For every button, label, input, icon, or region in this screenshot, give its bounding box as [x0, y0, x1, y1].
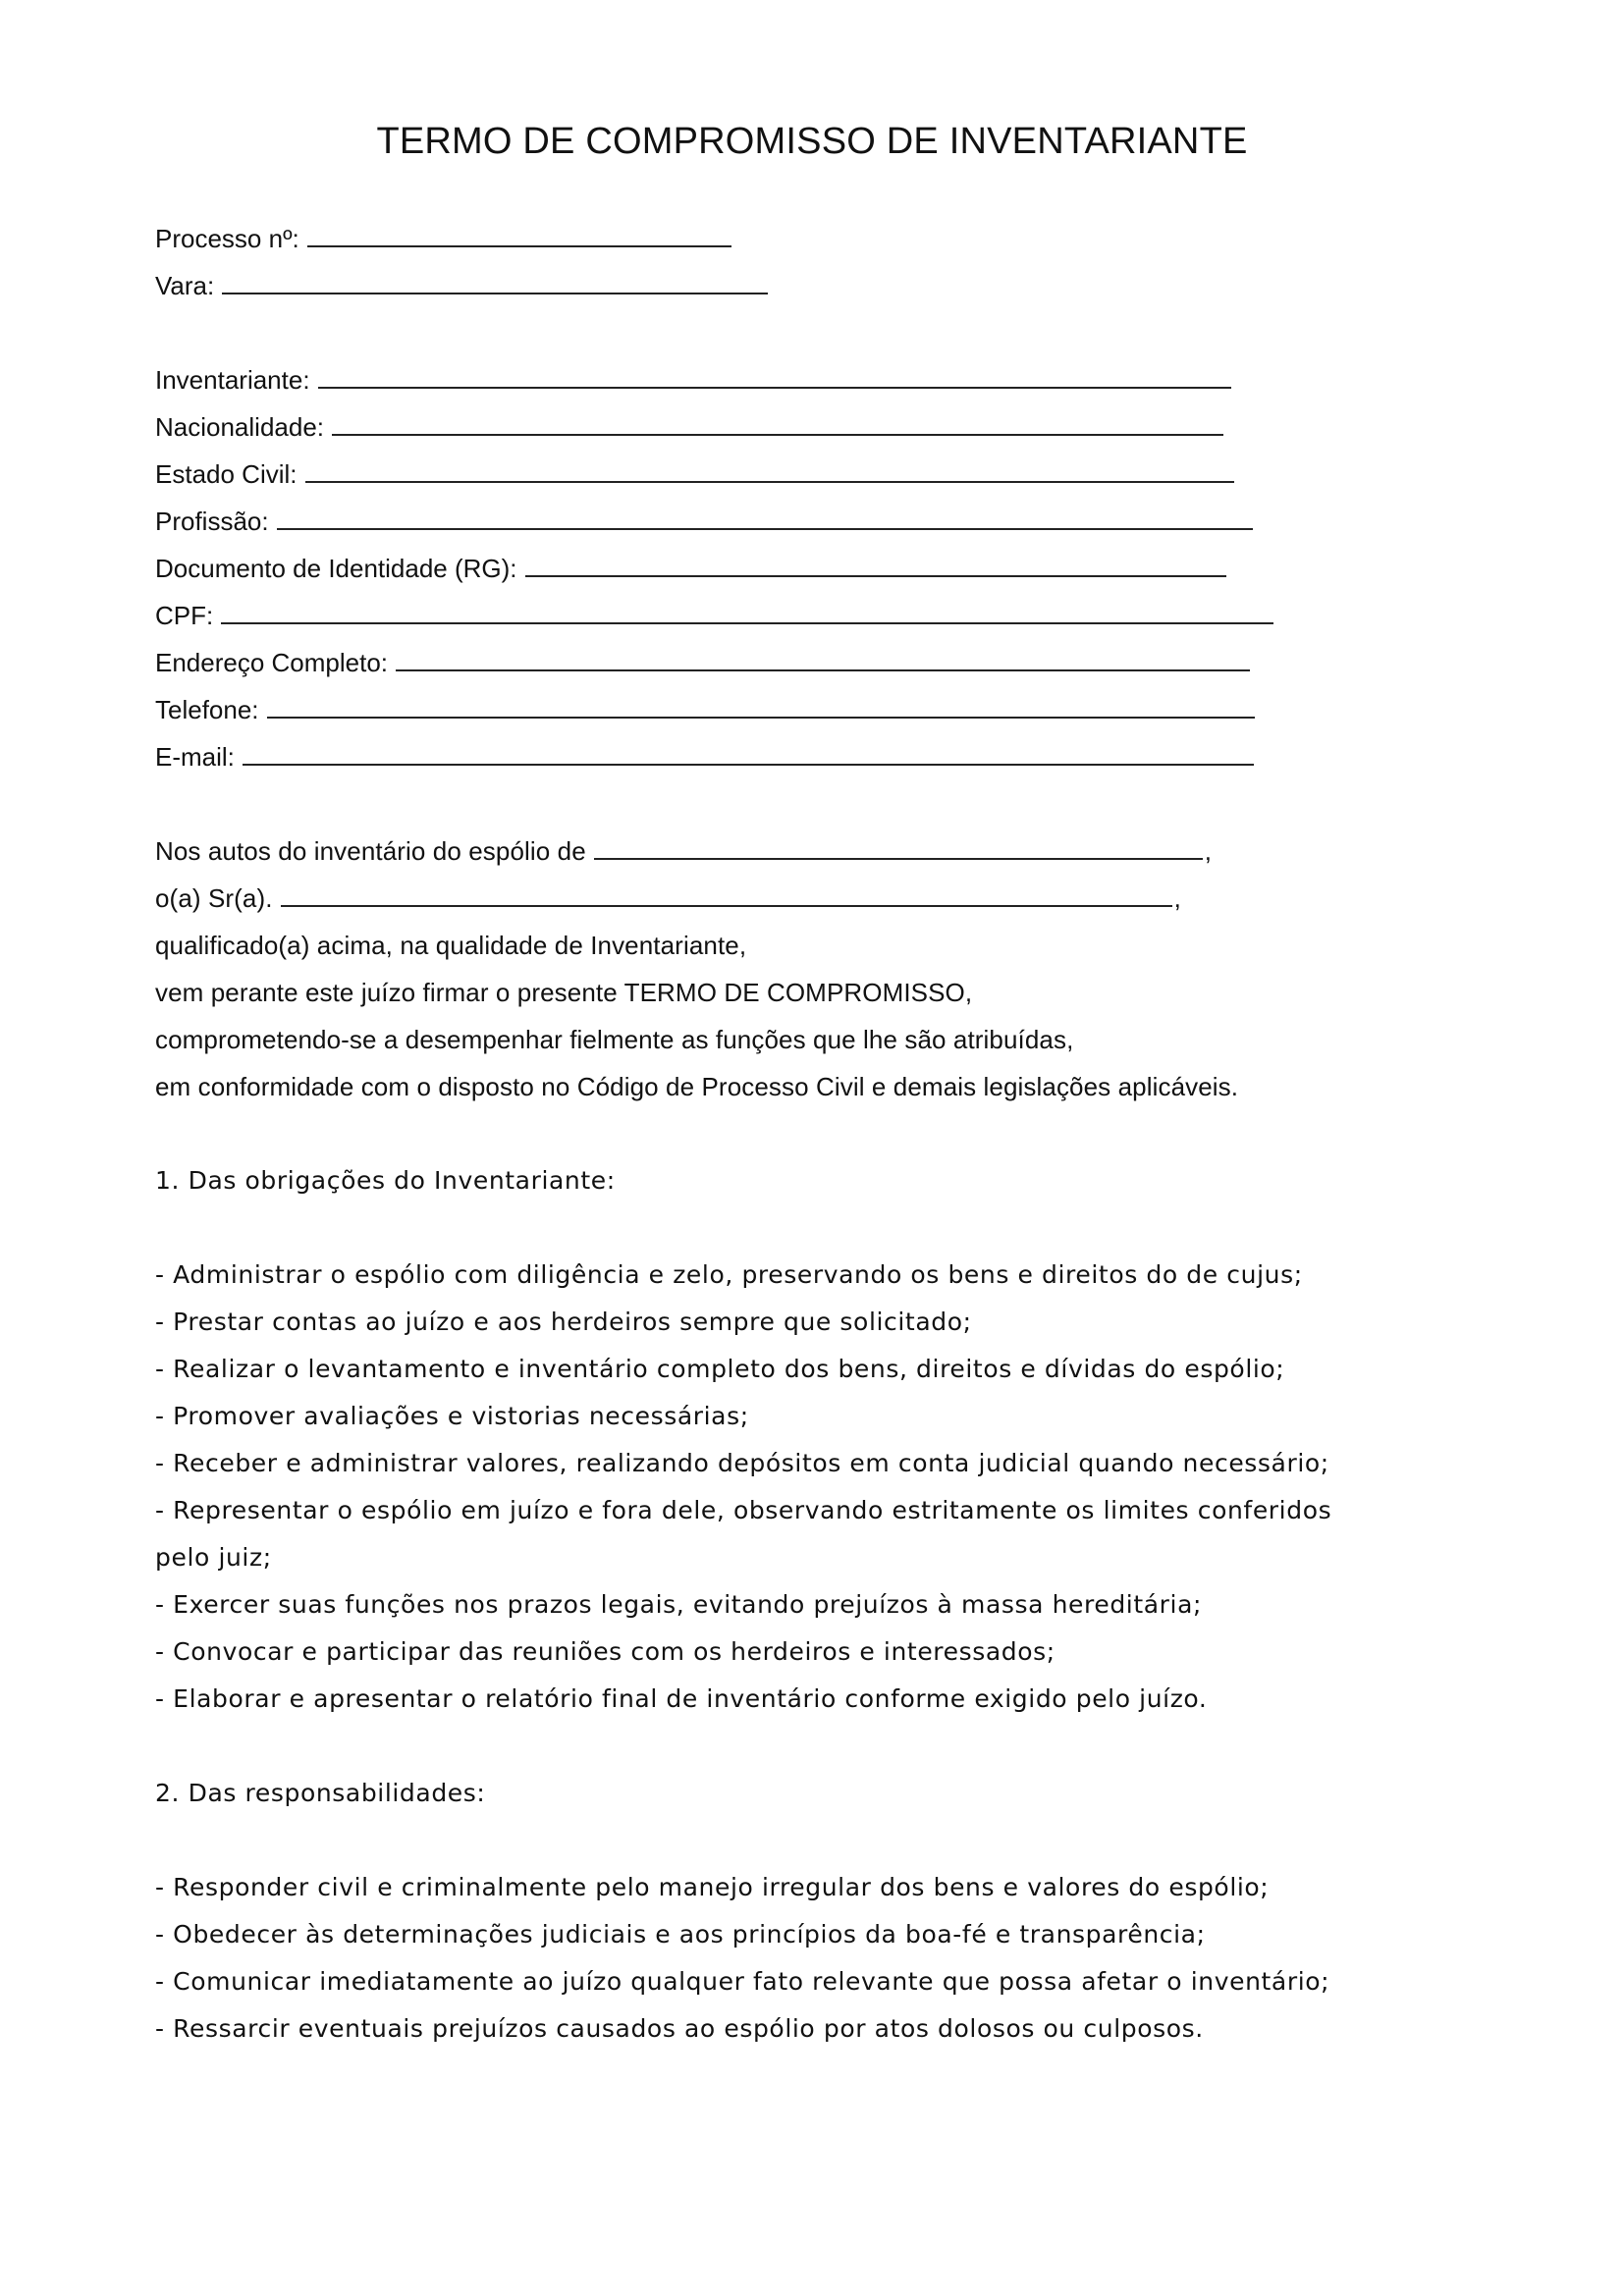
sr-field: [155, 881, 1181, 915]
espolio-label: Nos autos do inventário do espólio de: [155, 836, 586, 866]
obligation-item: - Elaborar e apresentar o relatório final de inventário conforme exigido pelo juízo.: [155, 1684, 1208, 1713]
responsibility-item: - Responder civil e criminalmente pelo manejo irregular dos bens e valores do espólio;: [155, 1873, 1270, 1901]
nacionalidade-field: [155, 410, 1223, 444]
obligation-item: - Convocar e participar das reuniões com os herdeiros e interessados;: [155, 1637, 1056, 1666]
responsibility-item: - Comunicar imediatamente ao juízo qualquer fato relevante que possa afetar o inventário;: [155, 1967, 1330, 1996]
obligation-item: - Receber e administrar valores, realizando depósitos em conta judicial quando necessário;: [155, 1449, 1329, 1477]
obligation-item: - Prestar contas ao juízo e aos herdeiros sempre que solicitado;: [155, 1308, 972, 1336]
estado-civil-field: [155, 457, 1234, 491]
telefone-label: Telefone:: [155, 695, 259, 724]
compromisso-line: comprometendo-se a desempenhar fielmente as funções que lhe são atribuídas,: [155, 1025, 1074, 1054]
email-label: E-mail:: [155, 742, 235, 772]
responsibility-item: - Obedecer às determinações judiciais e aos princípios da boa-fé e transparência;: [155, 1920, 1206, 1949]
obligation-item: - Administrar o espólio com diligência e zelo, preservando os bens e direitos do de cujus;: [155, 1260, 1303, 1289]
vara-blank[interactable]: [222, 269, 768, 294]
inventariante-blank[interactable]: [318, 363, 1231, 389]
endereco-label: Endereço Completo:: [155, 648, 389, 677]
section2-heading: 2. Das responsabilidades:: [155, 1779, 486, 1807]
endereco-blank[interactable]: [396, 646, 1250, 671]
obligation-item: - Exercer suas funções nos prazos legais, evitando prejuízos à massa hereditária;: [155, 1590, 1203, 1619]
endereco-field: [155, 646, 1250, 679]
document-title: TERMO DE COMPROMISSO DE INVENTARIANTE: [376, 121, 1248, 162]
compromisso-line: qualificado(a) acima, na qualidade de Inventariante,: [155, 931, 747, 960]
cpf-blank[interactable]: [221, 599, 1273, 624]
profissao-blank[interactable]: [277, 505, 1253, 530]
rg-field: [155, 552, 1226, 585]
obligation-item: - Promover avaliações e vistorias necessárias;: [155, 1402, 749, 1430]
compromisso-line: vem perante este juízo firmar o presente TERMO DE COMPROMISSO,: [155, 978, 973, 1007]
cpf-field: [155, 599, 1273, 632]
obligation-item: - Representar o espólio em juízo e fora dele, observando estritamente os limites conferidos: [155, 1496, 1332, 1524]
responsibility-item: - Ressarcir eventuais prejuízos causados ao espólio por atos dolosos ou culposos.: [155, 2014, 1204, 2043]
obligation-item: - Realizar o levantamento e inventário completo dos bens, direitos e dívidas do espólio;: [155, 1355, 1285, 1383]
estado-civil-blank[interactable]: [305, 457, 1234, 483]
processo-label: Processo nº:: [155, 224, 299, 253]
espolio-comma: ,: [1204, 836, 1213, 866]
email-blank[interactable]: [243, 740, 1254, 766]
estado-civil-label: Estado Civil:: [155, 459, 298, 489]
sr-blank[interactable]: [281, 881, 1172, 907]
espolio-field: [155, 834, 1212, 868]
nacionalidade-label: Nacionalidade:: [155, 412, 325, 442]
vara-label: Vara:: [155, 271, 215, 300]
processo-blank[interactable]: [307, 222, 731, 247]
telefone-field: [155, 693, 1255, 726]
inventariante-field: [155, 363, 1231, 397]
obligation-item-continuation: pelo juiz;: [155, 1543, 272, 1572]
telefone-blank[interactable]: [267, 693, 1255, 719]
rg-label: Documento de Identidade (RG):: [155, 554, 517, 583]
nacionalidade-blank[interactable]: [332, 410, 1223, 436]
profissao-field: [155, 505, 1253, 538]
inventariante-label: Inventariante:: [155, 365, 310, 395]
cpf-label: CPF:: [155, 601, 214, 630]
sr-label: o(a) Sr(a).: [155, 883, 273, 913]
profissao-label: Profissão:: [155, 507, 269, 536]
sr-comma: ,: [1173, 883, 1181, 913]
email-field: [155, 740, 1254, 774]
section1-heading: 1. Das obrigações do Inventariante:: [155, 1166, 616, 1195]
vara-field: [155, 269, 768, 302]
processo-field: [155, 222, 731, 255]
compromisso-line: em conformidade com o disposto no Código de Processo Civil e demais legislações aplicáveis.: [155, 1072, 1239, 1101]
rg-blank[interactable]: [525, 552, 1226, 577]
espolio-blank[interactable]: [594, 834, 1203, 860]
